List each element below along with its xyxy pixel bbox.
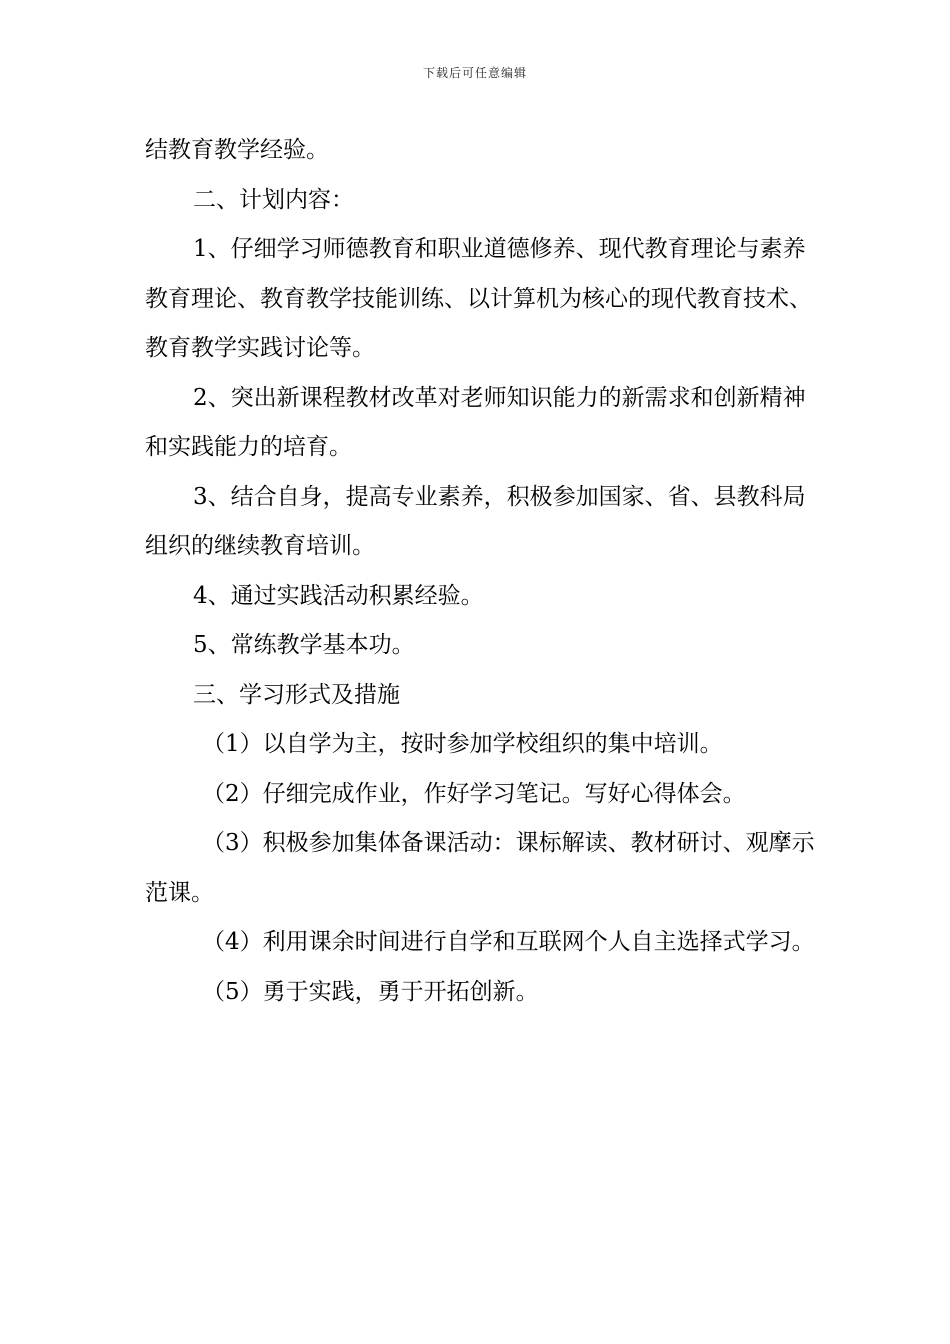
- section-heading-study-methods: 三、学习形式及措施: [193, 681, 400, 708]
- plan-item-3: 3、结合自身，提高专业素养，积极参加国家、省、县教科局组织的继续教育培训。: [145, 483, 806, 559]
- method-item-4: （4）利用课余时间进行自学和互联网个人自主选择式学习。: [202, 929, 815, 955]
- document-body: [145, 126, 815, 1017]
- method-item-1: （1）以自学为主，按时参加学校组织的集中培训。: [202, 731, 723, 757]
- plan-item-5: 5、常练教学基本功。: [193, 632, 415, 658]
- section-heading-plan-content: 二、计划内容：: [193, 186, 354, 213]
- page-header: 下载后可任意编辑: [422, 66, 527, 80]
- method-item-2: （2）仔细完成作业，作好学习笔记。写好心得体会。: [202, 780, 746, 807]
- plan-item-2: 2、突出新课程教材改革对老师知识能力的新需求和创新精神和实践能力的培育。: [145, 384, 806, 460]
- plan-item-1: 1、仔细学习师德教育和职业道德修养、现代教育理论与素养教育理论、教育教学技能训练、以计算机为核心的现代教育技术、教育教学实践讨论等。: [145, 236, 812, 361]
- method-item-3: （3）积极参加集体备课活动：课标解读、教材研讨、观摩示范课。: [145, 830, 815, 906]
- paragraph-continuation: 结教育教学经验。: [145, 137, 329, 163]
- plan-item-4: 4、通过实践活动积累经验。: [193, 582, 484, 609]
- method-item-5: （5）勇于实践，勇于开拓创新。: [202, 978, 539, 1005]
